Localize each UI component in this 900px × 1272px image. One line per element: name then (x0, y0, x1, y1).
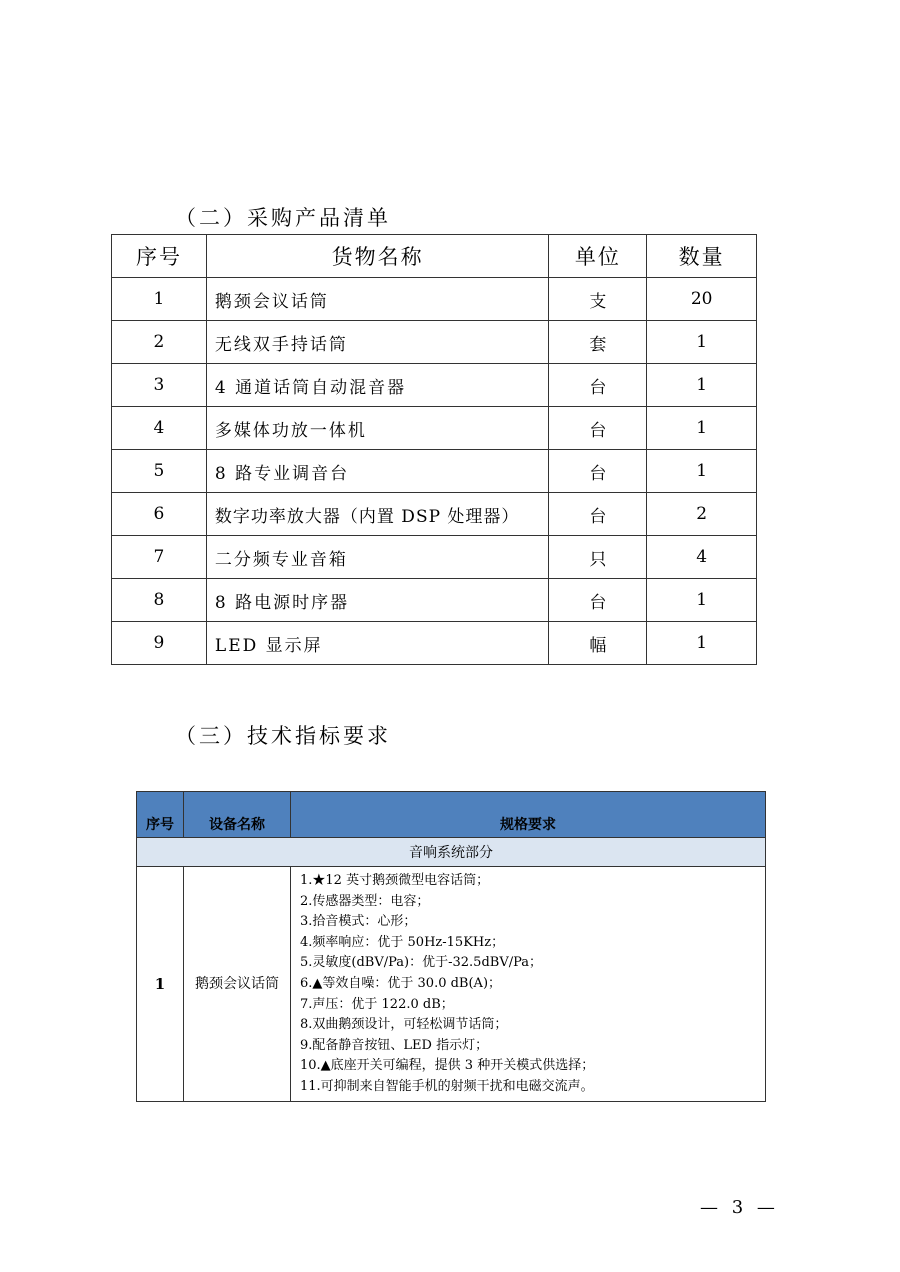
table-row (112, 622, 757, 665)
spec-section-title: （三）技术指标要求 (175, 724, 391, 748)
row-unit: 幅 (549, 622, 647, 665)
spec-line: 2.传感器类型：电容； (300, 893, 430, 909)
spec-header-no: 序号 (137, 792, 184, 838)
row-name: 多媒体功放一体机 (206, 407, 549, 450)
row-no: 2 (112, 321, 207, 364)
row-no: 9 (112, 622, 207, 665)
spec-header-row (137, 792, 766, 838)
spec-line: 1.★12 英寸鹅颈微型电容话筒； (300, 873, 490, 888)
header-qty: 数量 (647, 235, 757, 278)
row-name: 4 通道话筒自动混音器 (206, 364, 549, 407)
spec-list (292, 868, 764, 1100)
row-no: 7 (112, 536, 207, 579)
page-number: — 3 — (700, 1197, 779, 1218)
header-unit: 单位 (549, 235, 647, 278)
table-row (112, 364, 757, 407)
row-name: 数字功率放大器（内置 DSP 处理器） (206, 493, 549, 536)
spec-line: 9.配备静音按钮、LED 指示灯； (300, 1037, 489, 1053)
row-unit: 台 (549, 364, 647, 407)
spec-line: 10.▲底座开关可编程，提供 3 种开关模式供选择； (300, 1058, 595, 1074)
spec-line: 7.声压：优于 122.0 dB； (300, 996, 454, 1012)
spec-line: 3.拾音模式：心形； (300, 914, 417, 930)
procurement-table (111, 234, 757, 665)
spec-line: 5.灵敏度(dBV/Pa)：优于-32.5dBV/Pa； (300, 955, 542, 971)
row-qty: 1 (647, 321, 757, 364)
row-qty: 1 (647, 579, 757, 622)
row-unit: 支 (549, 278, 647, 321)
row-qty: 20 (647, 278, 757, 321)
spec-subsection-label: 音响系统部分 (137, 838, 766, 867)
table-row (112, 493, 757, 536)
row-qty: 1 (647, 622, 757, 665)
spec-line: 11.可抑制来自智能手机的射频干扰和电磁交流声。 (300, 1078, 594, 1094)
spec-subsection-row (137, 838, 766, 867)
spec-item-specs (291, 867, 766, 1102)
table-row (112, 450, 757, 493)
row-qty: 1 (647, 450, 757, 493)
row-no: 8 (112, 579, 207, 622)
spec-line: 6.▲等效自噪：优于 30.0 dB(A)； (300, 975, 502, 991)
row-qty: 1 (647, 407, 757, 450)
row-name: 8 路电源时序器 (206, 579, 549, 622)
spec-item-device: 鹅颈会议话筒 (184, 867, 291, 1102)
table-row (112, 407, 757, 450)
table-row (112, 321, 757, 364)
spec-table (136, 791, 766, 1102)
spec-line: 8.双曲鹅颈设计，可轻松调节话筒； (300, 1017, 508, 1033)
row-no: 1 (112, 278, 207, 321)
procurement-section-title: （二）采购产品清单 (175, 206, 391, 230)
row-unit: 台 (549, 450, 647, 493)
row-unit: 台 (549, 579, 647, 622)
row-qty: 4 (647, 536, 757, 579)
spec-header-spec: 规格要求 (291, 792, 766, 838)
spec-item-no: 1 (137, 867, 184, 1102)
table-row (112, 278, 757, 321)
row-name: 二分频专业音箱 (206, 536, 549, 579)
spec-line: 4.频率响应：优于 50Hz-15KHz； (300, 934, 505, 950)
row-name: 无线双手持话筒 (206, 321, 549, 364)
row-unit: 套 (549, 321, 647, 364)
row-name: LED 显示屏 (206, 622, 549, 665)
table-row (112, 536, 757, 579)
row-no: 6 (112, 493, 207, 536)
row-no: 3 (112, 364, 207, 407)
row-unit: 台 (549, 407, 647, 450)
row-name: 鹅颈会议话筒 (206, 278, 549, 321)
header-no: 序号 (112, 235, 207, 278)
table-row (112, 579, 757, 622)
row-no: 5 (112, 450, 207, 493)
procurement-header-row (112, 235, 757, 278)
spec-item-row (137, 867, 766, 1102)
header-name: 货物名称 (206, 235, 549, 278)
row-unit: 台 (549, 493, 647, 536)
row-no: 4 (112, 407, 207, 450)
spec-header-device: 设备名称 (184, 792, 291, 838)
row-unit: 只 (549, 536, 647, 579)
row-name: 8 路专业调音台 (206, 450, 549, 493)
row-qty: 2 (647, 493, 757, 536)
row-qty: 1 (647, 364, 757, 407)
